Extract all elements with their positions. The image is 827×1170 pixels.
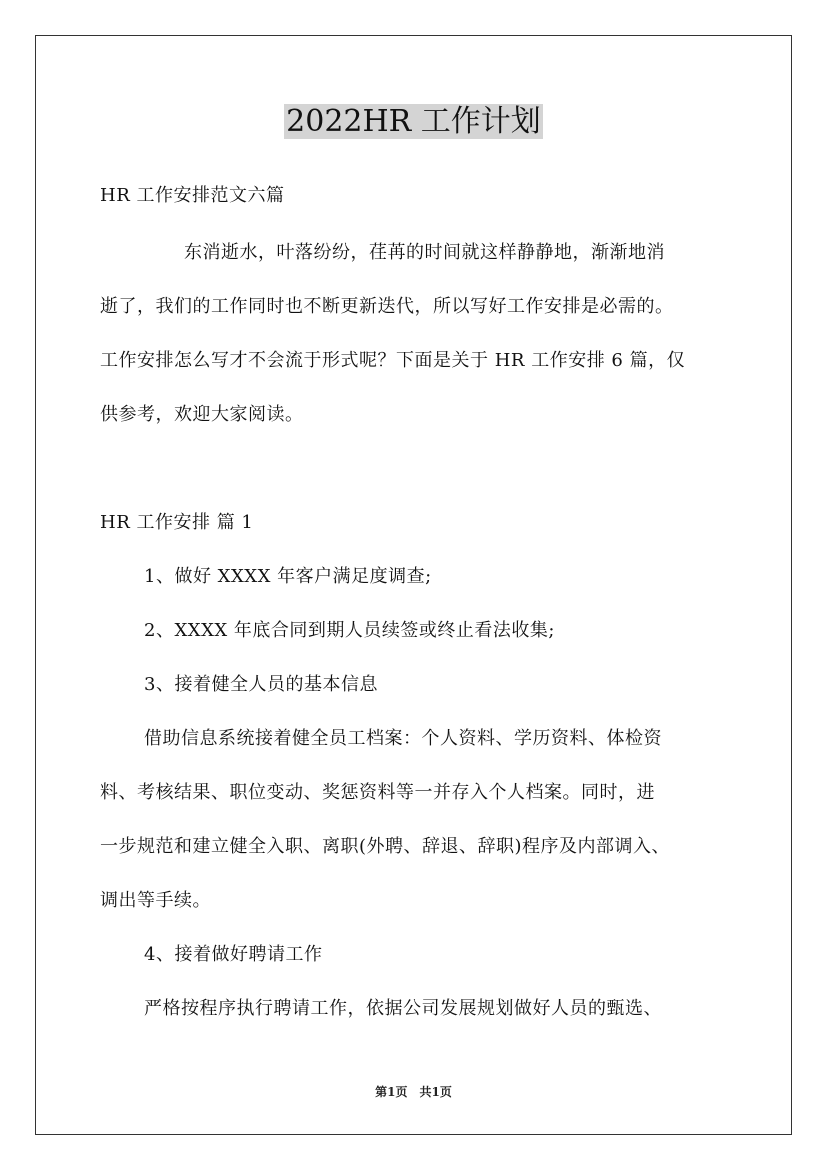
document-title-text: 2022HR 工作计划 (286, 104, 541, 139)
para3-line-3: 一步规范和建立健全入职、离职(外聘、辞退、辞职)程序及内部调入、 (100, 836, 671, 857)
para3-line-4: 调出等手续。 (100, 890, 211, 911)
list-item-3: 3、接着健全人员的基本信息 (144, 674, 378, 695)
para3-line-2: 料、考核结果、职位变动、奖惩资料等一并存入个人档案。同时，进 (100, 782, 655, 803)
intro-line-4: 供参考，欢迎大家阅读。 (100, 404, 304, 425)
document-title (0, 100, 827, 144)
intro-line-2: 逝了，我们的工作同时也不断更新迭代，所以写好工作安排是必需的。 (100, 296, 674, 317)
subtitle: HR 工作安排范文六篇 (100, 185, 285, 206)
list-item-4: 4、接着做好聘请工作 (144, 944, 323, 965)
para4-line-1: 严格按程序执行聘请工作，依据公司发展规划做好人员的甄选、 (144, 998, 662, 1019)
page-footer: 第1页 共1页 (375, 1085, 452, 1099)
section-heading: HR 工作安排 篇 1 (100, 512, 254, 533)
list-item-2: 2、XXXX 年底合同到期人员续签或终止看法收集; (144, 620, 555, 641)
intro-line-1: 东消逝水，叶落纷纷，荏苒的时间就这样静静地，渐渐地消 (184, 242, 665, 263)
list-item-1: 1、做好 XXXX 年客户满足度调查; (144, 566, 432, 587)
para3-line-1: 借助信息系统接着健全员工档案：个人资料、学历资料、体检资 (144, 728, 662, 749)
intro-line-3: 工作安排怎么写才不会流于形式呢？下面是关于 HR 工作安排 6 篇，仅 (100, 350, 686, 371)
